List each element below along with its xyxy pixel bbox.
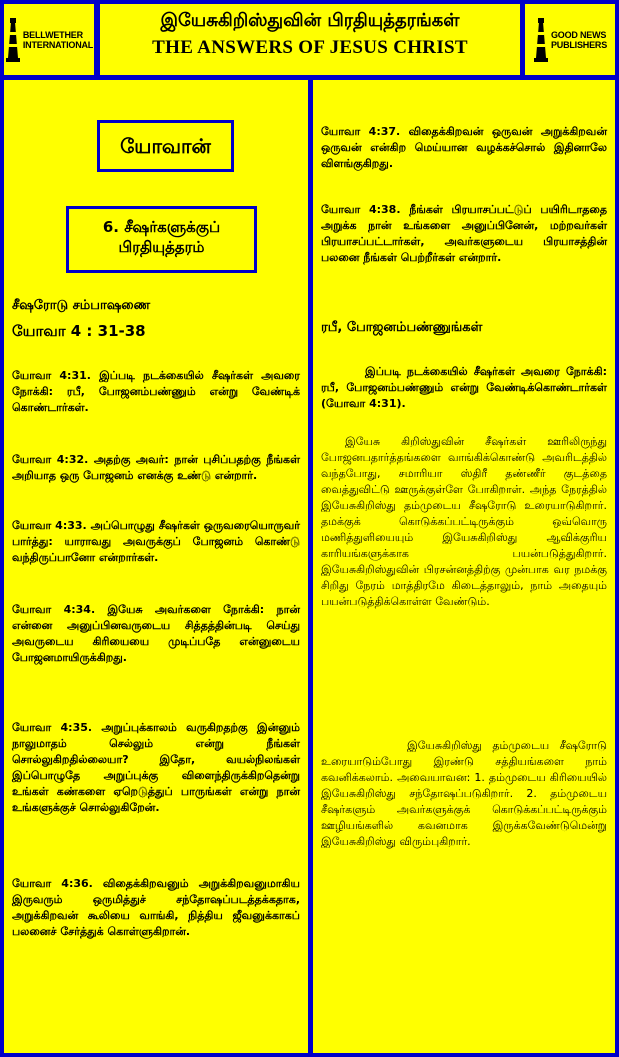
left-logo-line2: INTERNATIONAL	[22, 39, 94, 50]
left-logo-line1: BELLWETHER	[22, 29, 83, 40]
quote-paragraph: இப்படி நடக்கையில் சீஷர்கள் அவரை நோக்கி: ரபீ, போஜனம்பண்ணும் என்று வேண்டிக்கொண்டார்கள் (யோவா 4:31).	[321, 365, 607, 410]
section-heading: சீஷரோடு சம்பாஷணை	[12, 298, 151, 313]
good-news-logo	[525, 4, 615, 75]
chapter-title-line2: பிரதியுத்தரம்	[118, 238, 205, 256]
verse-4-37: யோவா 4:37. விதைக்கிறவன் ஒருவன் அறுக்கிறவன் ஒருவன் என்கிற மெய்யான வழக்கச்சொல் இதினாலே விளங்குகிறது.	[321, 125, 607, 170]
right-logo-line2: PUBLISHERS	[550, 39, 607, 50]
bellwether-logo	[4, 4, 94, 75]
chapter-title-line1: 6. சீஷர்களுக்குப்	[102, 218, 221, 236]
commentary-paragraph-1: இயேசு கிறிஸ்துவின் சீஷர்கள் ஊரிலிருந்து போஜனபதார்த்தங்களை வாங்கிக்கொண்டு அவரிடத்தில் வந்தபோது, சமாரியா ஸ்திரீ தண்ணீர் குடத்தை வைத்துவிட்டு ஊருக்குள்ளே போகிறாள். அந்த நேரத்தில் இயேசுகிறிஸ்து தம்முடைய சீஷரோடு உரையாடுகிறார். தமக்குக் கொடுக்கப்பட்டிருக்கும் ஒவ்வொரு மணித்துளியையும் இயேசுகிறிஸ்து ஆவிக்குரிய காரியங்களுக்காக பயன்படுத்துகிறார். இயேசுகிறிஸ்துவின் பிரசன்னத்திற்கு முன்பாக வர நமக்கு சிறிது நேரம் மாத்திரமே கிடைத்தாலும், நாம் அதையும் பயன்படுத்திக்கொள்ள வேண்டும்.	[321, 435, 607, 608]
section-reference: யோவா 4 : 31-38	[12, 322, 146, 340]
title-english: THE ANSWERS OF JESUS CHRIST	[152, 37, 468, 58]
right-logo-line1: GOOD NEWS	[550, 29, 607, 40]
chapter-title	[66, 206, 257, 273]
commentary-paragraph-2: இயேசுகிறிஸ்து தம்முடைய சீஷரோடு உரையாடும்போது இரண்டு சத்தியங்களை நாம் கவனிக்கலாம். அவையாவன: 1. தம்முடைய கிரியையில் இயேசுகிறிஸ்து சந்தோஷப்படுகிறார். 2. தம்முடைய சீஷர்களும் அவர்களுக்குக் கொடுக்கப்பட்டிருக்கும் ஊழியங்களில் கவனமாக இருக்கவேண்டுமென்று இயேசுகிறிஸ்து விரும்புகிறார்.	[321, 739, 607, 848]
lighthouse-icon	[533, 18, 549, 62]
verse-4-33: யோவா 4:33. அப்பொழுது சீஷர்கள் ஒருவரையொருவர் பார்த்து: யாராவது அவருக்குப் போஜனம் கொண்டு வந்திருப்பானோ என்றார்கள்.	[12, 519, 300, 564]
left-column	[4, 80, 308, 1053]
title-tamil: இயேசுகிறிஸ்துவின் பிரதியுத்தரங்கள்	[160, 10, 460, 31]
right-column	[313, 80, 615, 1053]
verse-4-34: யோவா 4:34. இயேசு அவர்களை நோக்கி: நான் என்னை அனுப்பினவருடைய சித்தத்தின்படி செய்து அவருடைய கிரியையை முடிப்பதே என்னுடைய போஜனமாயிருக்கிறது.	[12, 603, 300, 664]
book-title: யோவான்	[97, 120, 234, 172]
lighthouse-icon	[5, 18, 21, 62]
title-banner	[100, 4, 520, 75]
subheading: ரபீ, போஜனம்பண்ணுங்கள்	[321, 320, 483, 335]
verse-4-36: யோவா 4:36. விதைக்கிறவனும் அறுக்கிறவனுமாகிய இருவரும் ஒருமித்துச் சந்தோஷப்படத்தக்கதாக, அறுக்கிறவன் கூலியை வாங்கி, நித்திய ஜீவனுக்காகப் பலனைச் சேர்த்துக் கொள்ளுகிறான்.	[12, 877, 300, 938]
verse-4-35: யோவா 4:35. அறுப்புக்காலம் வருகிறதற்கு இன்னும் நாலுமாதம் செல்லும் என்று நீங்கள் சொல்லுகிறதில்லையா? இதோ, வயல்நிலங்கள் இப்பொழுதே அறுப்புக்கு விளைந்திருக்கிறதென்று உங்கள் கண்களை ஏறெடுத்துப் பாருங்கள் என்று நான் உங்களுக்குச் சொல்லுகிறேன்.	[12, 721, 300, 814]
verse-4-32: யோவா 4:32. அதற்கு அவர்: நான் புசிப்பதற்கு நீங்கள் அறியாத ஒரு போஜனம் எனக்கு உண்டு என்றார்.	[12, 453, 300, 482]
verse-4-31: யோவா 4:31. இப்படி நடக்கையில் சீஷர்கள் அவரை நோக்கி: ரபீ, போஜனம்பண்ணும் என்று வேண்டிக் கொண்டார்கள்.	[12, 369, 300, 414]
verse-4-38: யோவா 4:38. நீங்கள் பிரயாசப்பட்டுப் பயிரிடாததை அறுக்க நான் உங்களை அனுப்பினேன், மற்றவர்கள் பிரயாசப்பட்டார்கள், அவர்களுடைய பிரயாசத்தின் பலனை நீங்கள் பெற்றீர்கள் என்றார்.	[321, 203, 607, 264]
